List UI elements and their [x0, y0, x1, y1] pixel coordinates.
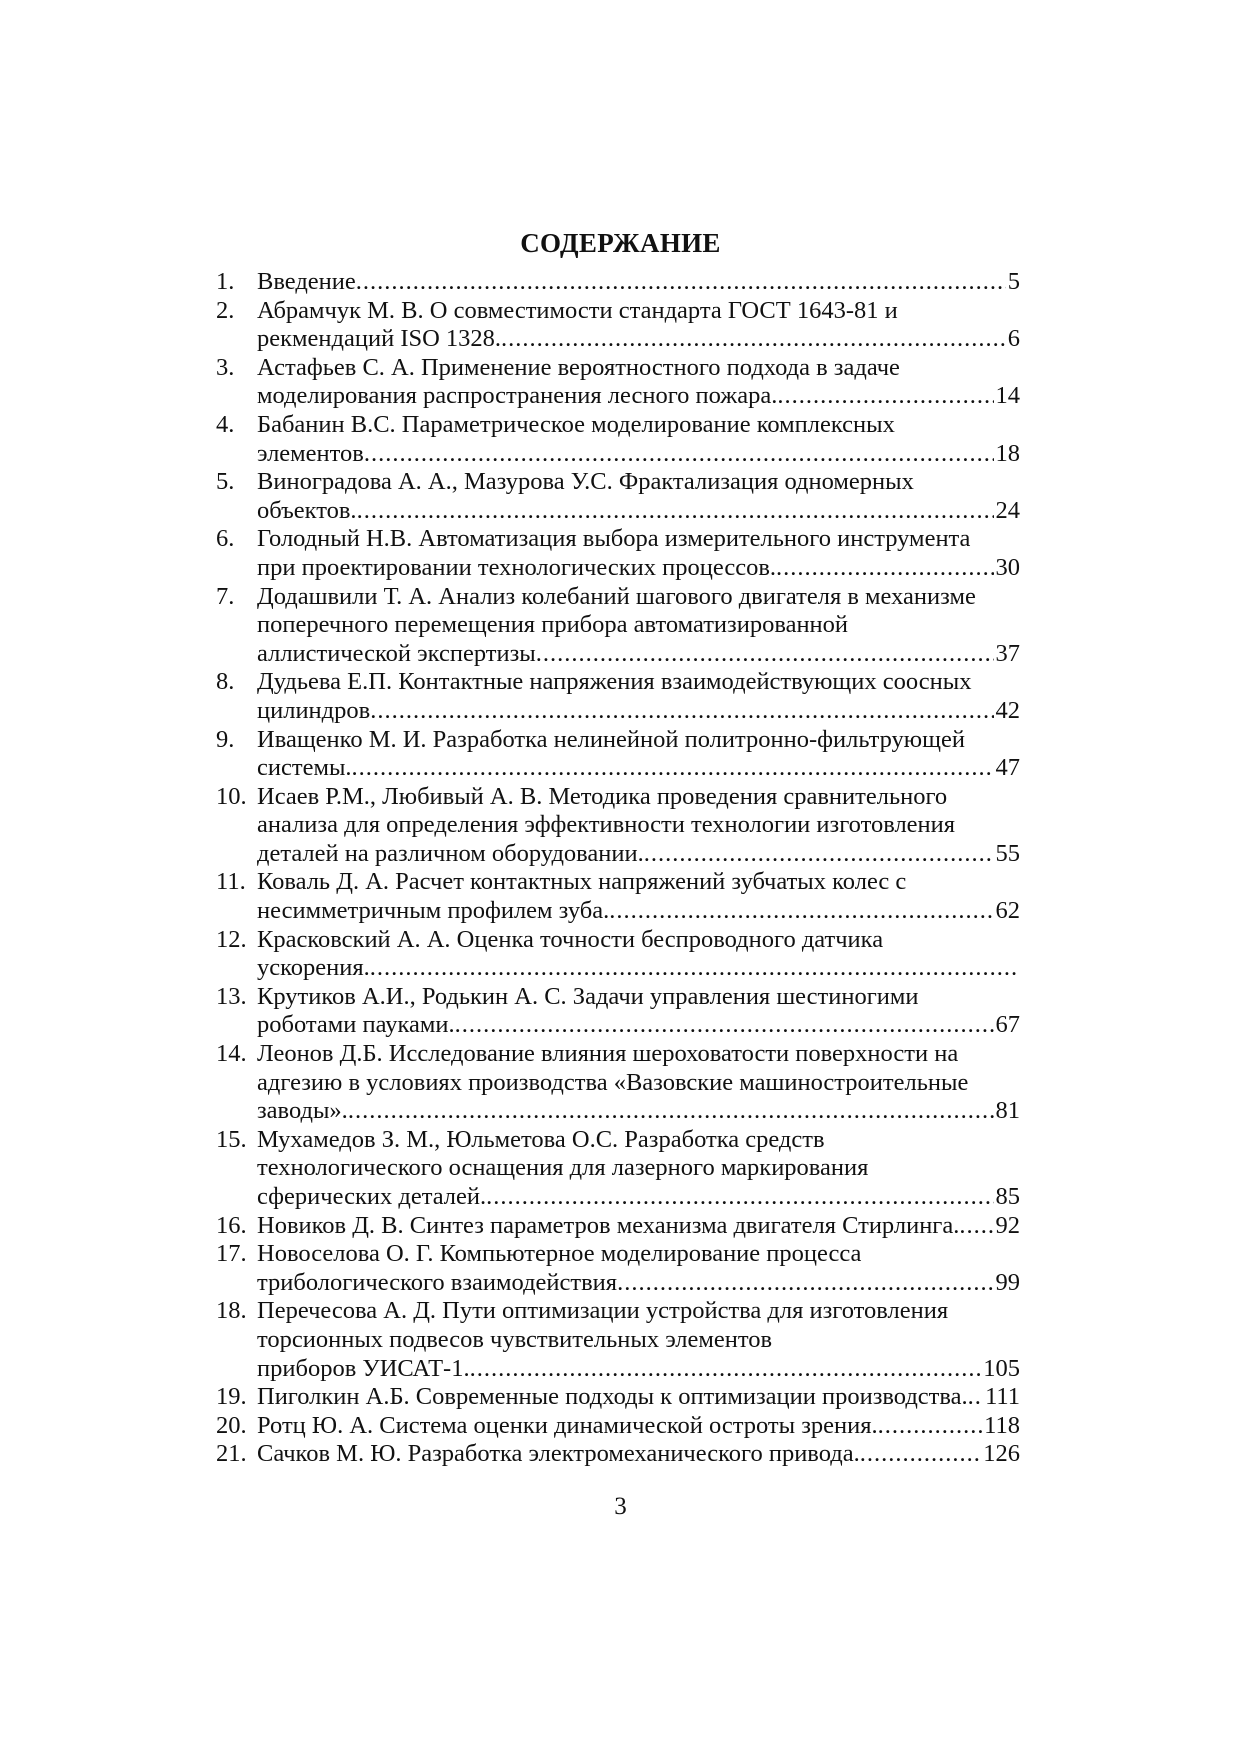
- toc-entry: [216, 1297, 1020, 1383]
- toc-entry: [216, 926, 1020, 983]
- toc-entry-text: рекмендаций ISO 1328.: [257, 325, 502, 353]
- toc-entry: [216, 1412, 1020, 1441]
- toc-entry-page: 118: [984, 1411, 1020, 1439]
- toc-entry: [216, 411, 1020, 468]
- toc-entry-number: 20.: [216, 1411, 247, 1439]
- toc-entry-page: 5: [1007, 268, 1020, 295]
- toc-entry-text: Бабанин В.С. Параметрическое моделирование комплексных: [257, 410, 895, 438]
- toc-entry-text: Исаев Р.М., Любивый А. В. Методика проведения сравнительного: [257, 782, 948, 810]
- toc-entry-number: 14.: [216, 1040, 247, 1068]
- toc-entry-last-line: [257, 897, 1020, 926]
- toc-entry-page: 62: [995, 897, 1020, 925]
- dot-leader: [352, 754, 994, 783]
- toc-entry-number: 5.: [216, 468, 235, 496]
- toc-entry-page: 81: [995, 1097, 1020, 1125]
- toc-entry-page: 14: [995, 382, 1020, 410]
- toc-entry-number: 7.: [216, 582, 235, 610]
- toc-entry-number: 9.: [216, 725, 235, 753]
- dot-leader: [486, 1183, 993, 1212]
- table-of-contents: [216, 268, 1020, 1469]
- dot-leader: [348, 1097, 994, 1126]
- dot-leader: [609, 897, 993, 926]
- toc-entry-text: Дудьева Е.П. Контактные напряжения взаимодействующих соосных: [257, 668, 972, 696]
- toc-entry-text: цилиндров: [257, 696, 371, 724]
- dot-leader: [364, 440, 994, 469]
- dot-leader: [356, 268, 1006, 297]
- toc-entry-page: 111: [985, 1383, 1020, 1411]
- toc-entry-text: Крутиков А.И., Родькин А. С. Задачи управления шестиногими: [257, 982, 919, 1010]
- toc-entry-last-line: [257, 1412, 1020, 1441]
- toc-entry: [216, 1040, 1020, 1126]
- toc-entry-text: заводы».: [257, 1097, 348, 1125]
- toc-entry-page: 18: [995, 439, 1020, 467]
- toc-entry-number: 15.: [216, 1125, 247, 1153]
- toc-entry-page: 30: [995, 553, 1020, 581]
- dot-leader: [777, 382, 993, 411]
- toc-entry: [216, 1240, 1020, 1297]
- toc-entry-text: Виноградова А. А., Мазурова У.С. Фрактализация одномерных: [257, 468, 914, 496]
- dot-leader: [878, 1412, 983, 1441]
- toc-entry-number: 21.: [216, 1440, 247, 1468]
- toc-entry-number: 18.: [216, 1297, 247, 1325]
- toc-entry-number: 10.: [216, 782, 247, 810]
- toc-entry-last-line: [257, 440, 1020, 469]
- toc-entry-last-line: [257, 1440, 1020, 1469]
- page-title: СОДЕРЖАНИЕ: [520, 228, 721, 258]
- toc-entry-number: 8.: [216, 668, 235, 696]
- toc-entry-last-line: [257, 325, 1020, 354]
- toc-entry-last-line: [257, 840, 1020, 869]
- dot-leader: [959, 1212, 993, 1241]
- toc-entry-last-line: [257, 497, 1020, 526]
- toc-entry-text: несимметричным профилем зуба.: [257, 897, 610, 925]
- toc-entry-number: 3.: [216, 353, 235, 381]
- toc-entry-text: технологического оснащения для лазерного маркирования: [257, 1154, 869, 1182]
- toc-entry-number: 6.: [216, 525, 235, 553]
- toc-entry-number: 13.: [216, 982, 247, 1010]
- toc-entry-text: ускорения.: [257, 954, 370, 982]
- toc-entry-last-line: [257, 554, 1020, 583]
- toc-entry-text: Новоселова О. Г. Компьютерное моделирование процесса: [257, 1240, 862, 1268]
- toc-entry-text: Абрамчук М. В. О совместимости стандарта ГОСТ 1643-81 и: [257, 296, 898, 324]
- toc-entry-last-line: [257, 1011, 1020, 1040]
- toc-entry-text: анализа для определения эффективности технологии изготовления: [257, 811, 956, 839]
- toc-entry: [216, 668, 1020, 725]
- toc-entry-page: 6: [1007, 325, 1020, 353]
- dot-leader: [370, 697, 993, 726]
- toc-entry-text: объектов.: [257, 496, 357, 524]
- toc-entry-text: поперечного перемещения прибора автоматизированной: [257, 611, 849, 639]
- toc-entry-text: Новиков Д. В. Синтез параметров механизма двигателя Стирлинга.: [257, 1211, 960, 1239]
- dot-leader: [370, 954, 1018, 983]
- toc-entry-text: Сачков М. Ю. Разработка электромеханического привода.: [257, 1440, 860, 1468]
- toc-entry-last-line: [257, 754, 1020, 783]
- toc-entry-text: элементов: [257, 439, 364, 467]
- toc-entry-text: адгезию в условиях производства «Вазовские машиностроительные: [257, 1068, 969, 1096]
- toc-entry-text: Голодный Н.В. Автоматизация выбора измерительного инструмента: [257, 525, 971, 553]
- toc-entry-number: 17.: [216, 1240, 247, 1268]
- dot-leader: [455, 1011, 994, 1040]
- toc-entry: [216, 525, 1020, 582]
- toc-entry-number: 12.: [216, 925, 247, 953]
- toc-entry-last-line: [257, 268, 1020, 297]
- toc-entry-page: 92: [995, 1211, 1020, 1239]
- toc-entry-text: Додашвили Т. А. Анализ колебаний шагового двигателя в механизме: [257, 582, 976, 610]
- toc-entry-number: 4.: [216, 410, 235, 438]
- toc-entry-text: Коваль Д. А. Расчет контактных напряжений зубчатых колес с: [257, 868, 907, 896]
- toc-entry-text: трибологического взаимодействия: [257, 1268, 618, 1296]
- toc-entry: [216, 468, 1020, 525]
- toc-entry: [216, 354, 1020, 411]
- toc-entry-page: 67: [995, 1011, 1020, 1039]
- toc-entry: [216, 1212, 1020, 1241]
- toc-entry-last-line: [257, 640, 1020, 669]
- toc-entry-last-line: [257, 1269, 1020, 1298]
- toc-entry-page: 47: [995, 754, 1020, 782]
- toc-entry-text: роботами пауками.: [257, 1011, 455, 1039]
- toc-entry-page: 85: [995, 1183, 1020, 1210]
- toc-entry: [216, 868, 1020, 925]
- toc-entry-text: Ротц Ю. А. Система оценки динамической остроты зрения.: [257, 1411, 878, 1439]
- toc-entry-text: Красковский А. А. Оценка точности беспроводного датчика: [257, 925, 884, 953]
- toc-entry-text: Астафьев С. А. Применение вероятностного подхода в задаче: [257, 353, 900, 381]
- toc-entry-number: 19.: [216, 1383, 247, 1411]
- toc-entry-text: моделирования распространения лесного пожара.: [257, 382, 778, 410]
- dot-leader: [357, 497, 994, 526]
- toc-entry-last-line: [257, 1355, 1020, 1384]
- toc-entry: [216, 268, 1020, 297]
- toc-entry-text: Перечесова А. Д. Пути оптимизации устройства для изготовления: [257, 1297, 949, 1325]
- toc-entry-page: 55: [995, 839, 1020, 867]
- dot-leader: [644, 840, 994, 869]
- toc-entry-text: при проектировании технологических процессов.: [257, 553, 777, 581]
- toc-entry: [216, 1383, 1020, 1412]
- toc-entry-text: Мухамедов З. М., Юльметова О.С. Разработка средств: [257, 1125, 825, 1153]
- toc-entry-page: 37: [995, 639, 1020, 667]
- toc-entry-text: аллистической экспертизы: [257, 639, 536, 667]
- toc-entry-text: системы.: [257, 754, 352, 782]
- toc-entry-text: торсионных подвесов чувствительных элементов: [257, 1325, 773, 1353]
- toc-entry-page: 99: [995, 1268, 1020, 1296]
- dot-leader: [617, 1269, 993, 1298]
- toc-entry-last-line: [257, 697, 1020, 726]
- dot-leader: [860, 1440, 982, 1469]
- toc-entry-text: Введение: [257, 268, 356, 295]
- toc-entry-number: 2.: [216, 296, 235, 324]
- toc-entry: [216, 983, 1020, 1040]
- dot-leader: [776, 554, 993, 583]
- toc-entry-text: Пиголкин А.Б. Современные подходы к оптимизации производства.: [257, 1383, 968, 1411]
- toc-entry: [216, 583, 1020, 669]
- toc-entry: [216, 1440, 1020, 1469]
- toc-entry-text: деталей на различном оборудовании.: [257, 839, 644, 867]
- toc-entry-last-line: [257, 1383, 1020, 1412]
- dot-leader: [501, 325, 1006, 354]
- toc-entry-text: Иващенко М. И. Разработка нелинейной политронно-фильтрующей: [257, 725, 965, 753]
- toc-entry-last-line: [257, 1097, 1020, 1126]
- toc-entry-page: 24: [995, 496, 1020, 524]
- dot-leader: [470, 1355, 982, 1384]
- toc-entry: [216, 1126, 1020, 1212]
- toc-entry-text: приборов УИСАТ-1.: [257, 1354, 470, 1382]
- dot-leader: [968, 1383, 983, 1412]
- toc-entry-page: 42: [995, 696, 1020, 724]
- dot-leader: [536, 640, 994, 669]
- toc-entry: [216, 297, 1020, 354]
- toc-entry-page: 126: [983, 1440, 1020, 1468]
- toc-entry-number: 1.: [216, 268, 235, 295]
- toc-entry-last-line: [257, 382, 1020, 411]
- toc-entry-page: 105: [983, 1354, 1020, 1382]
- page-number: 3: [614, 1493, 627, 1520]
- toc-entry-last-line: [257, 1183, 1020, 1212]
- toc-entry-text: Леонов Д.Б. Исследование влияния шероховатости поверхности на: [257, 1040, 959, 1068]
- toc-entry-last-line: [257, 1212, 1020, 1241]
- toc-entry-last-line: [257, 954, 1020, 983]
- toc-entry-text: сферических деталей.: [257, 1183, 487, 1210]
- toc-entry-number: 11.: [216, 868, 246, 896]
- toc-entry: [216, 783, 1020, 869]
- toc-entry-number: 16.: [216, 1211, 247, 1239]
- toc-entry: [216, 726, 1020, 783]
